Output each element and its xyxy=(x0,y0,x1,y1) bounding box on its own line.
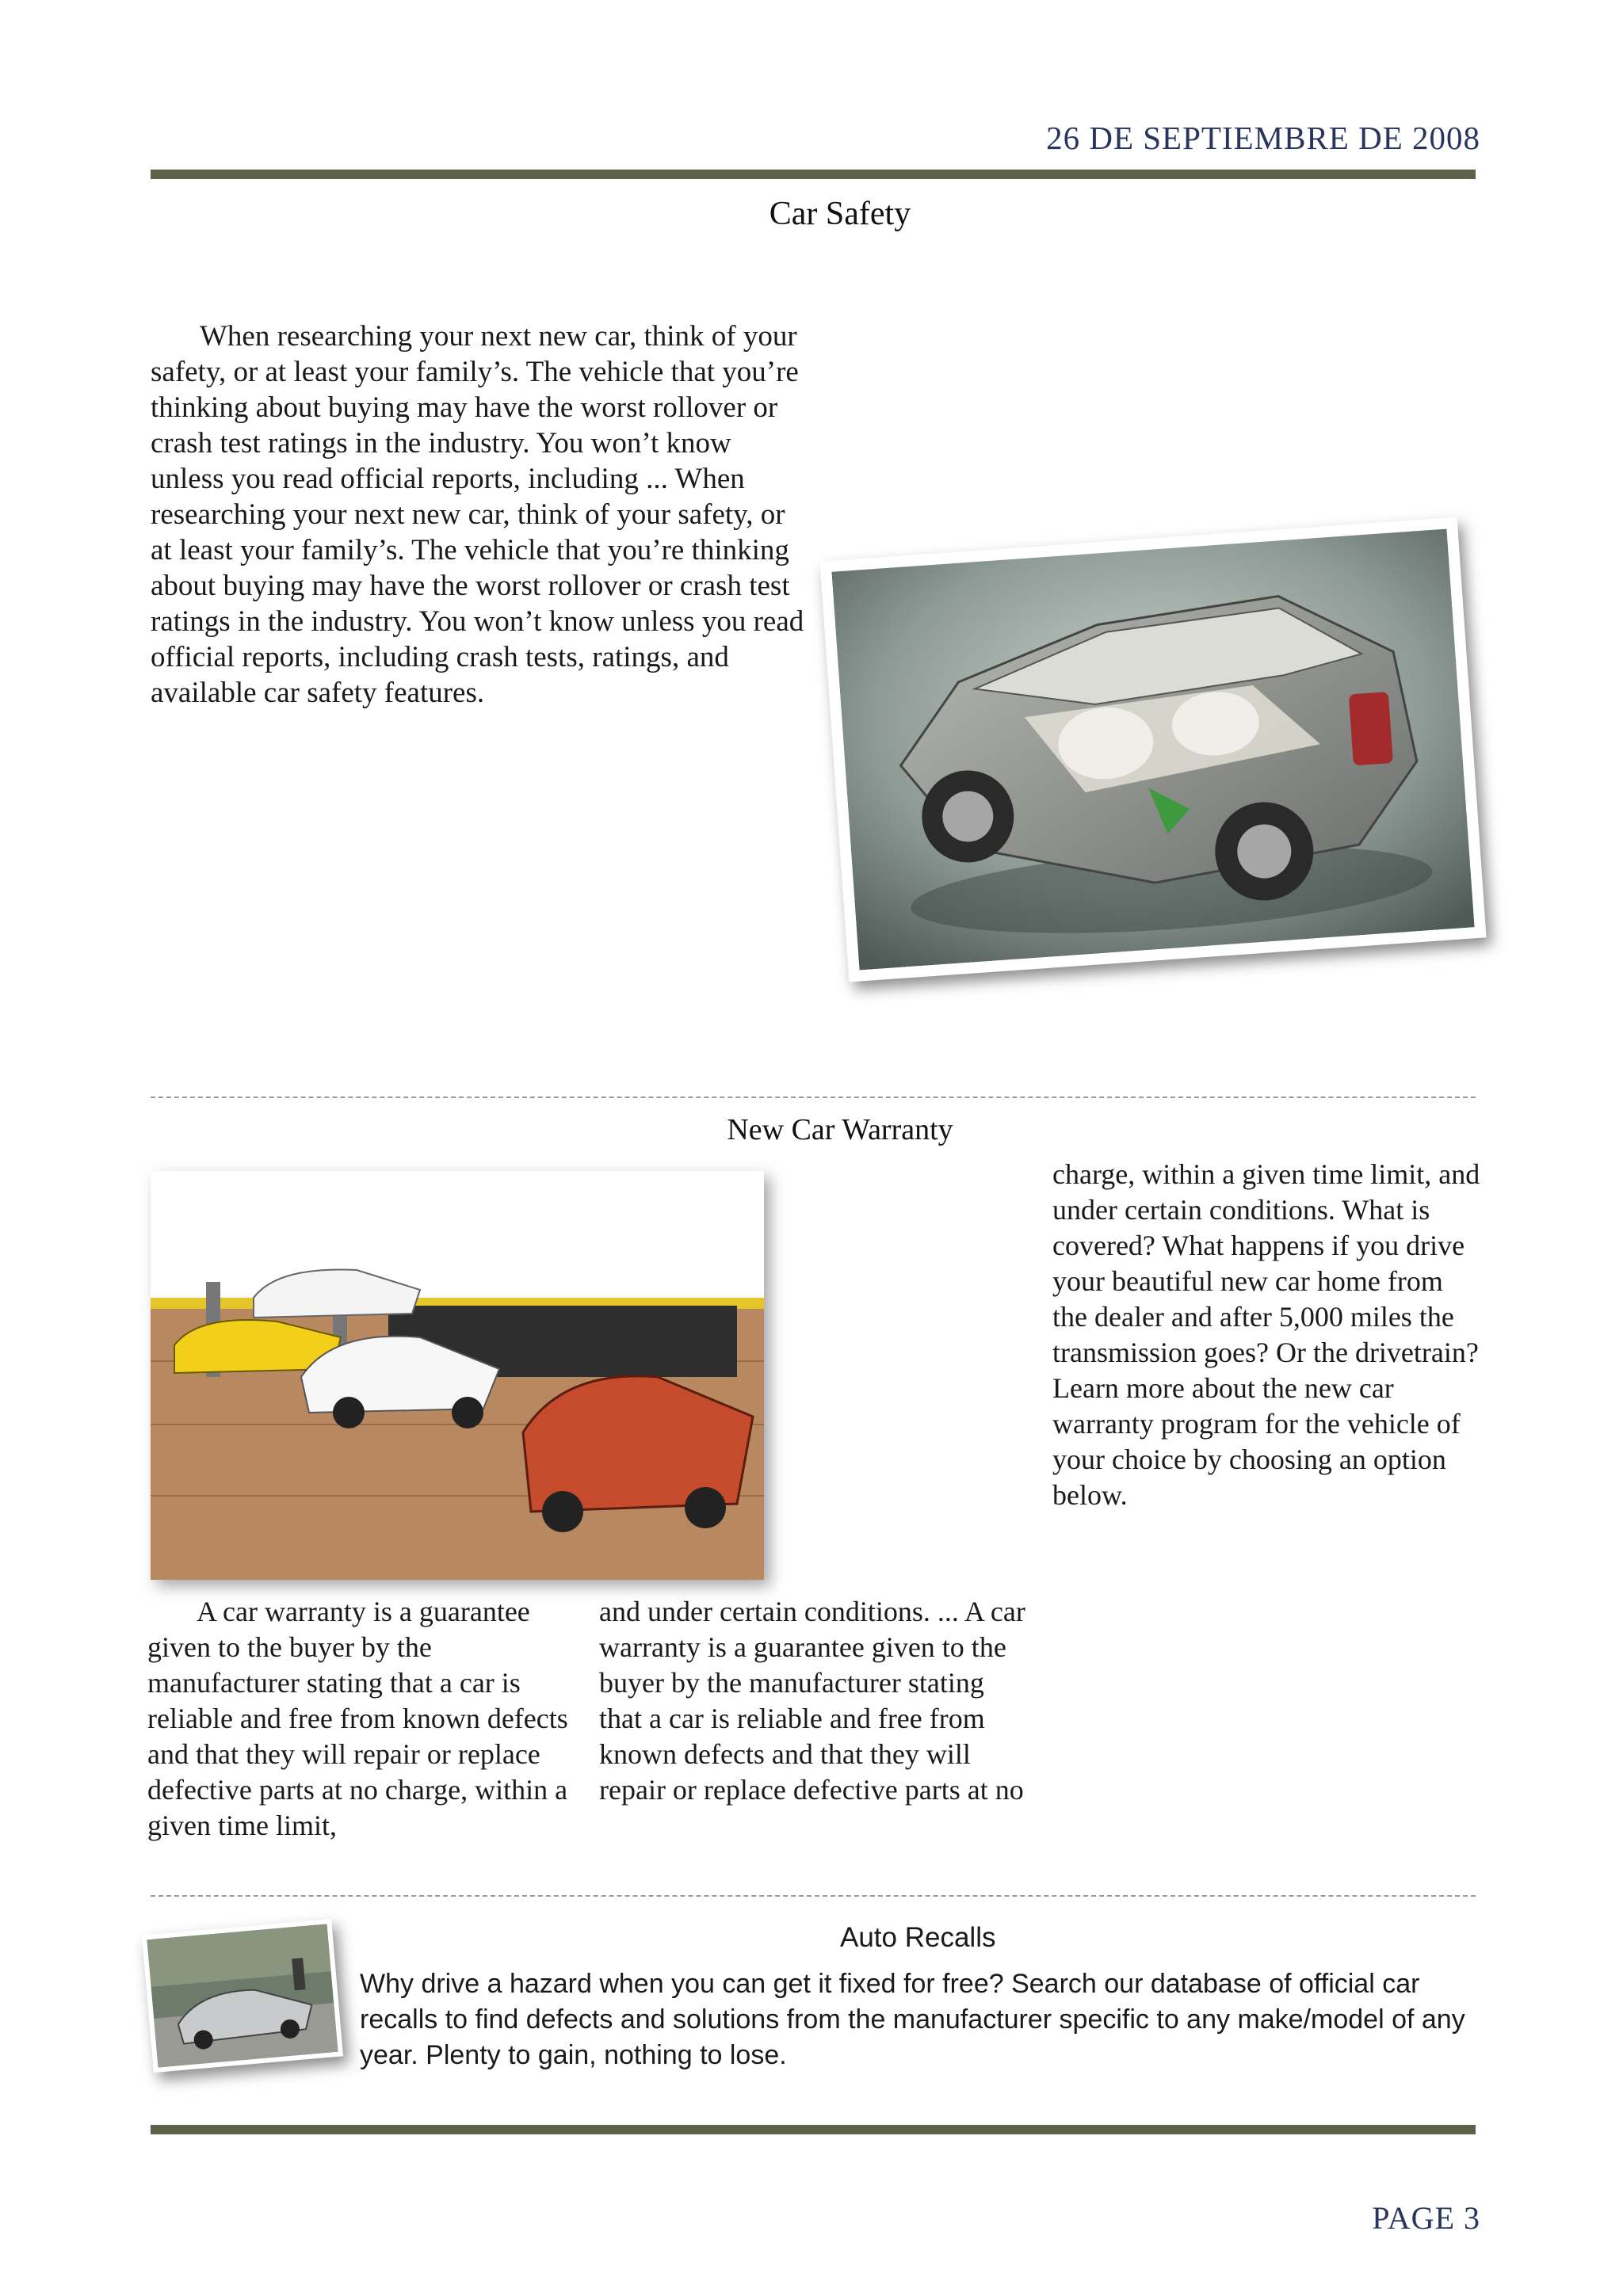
header-rule xyxy=(151,170,1476,179)
section-divider-2 xyxy=(151,1895,1476,1897)
car-safety-title: Car Safety xyxy=(769,196,911,232)
warranty-col1 xyxy=(147,1594,575,1844)
car-safety-text: When researching your next new car, think of your safety, or at least your family’s. The vehicle that you’re thinking about buying may have the worst rollover or crash test ratings in the industry. You won’t know unless you read official reports, including ... When researching your next new car, think of your safety, or at least your family’s. The vehicle that you’re thinking about buying may have the worst rollover or crash test ratings in the industry. You won’t know unless you read official reports, including crash tests, ratings, and available car safety features. xyxy=(151,320,804,709)
section-divider-1 xyxy=(151,1097,1476,1098)
header-date: 26 DE SEPTIEMBRE DE 2008 xyxy=(1046,120,1480,156)
footer-rule xyxy=(151,2125,1476,2134)
suv-cutaway-image xyxy=(831,528,1474,970)
warranty-col2: and under certain conditions. ... A car warranty is a guarantee given to the buyer by the manufacturer stating that a car is reliable and free from known defects and that they will repair or replace defective parts at no xyxy=(599,1596,1025,1806)
warranty-col3: charge, within a given time limit, and under certain conditions. What is covered? What happens if you drive your beautiful new car home from the dealer and after 5,000 miles the transmission goes? Or the drivetrain? Learn more about the new car warranty program for the vehicle of your choice by choosing an option below. xyxy=(1052,1158,1480,1511)
warranty-col1-text: A car warranty is a guarantee given to the buyer by the manufacturer stating that a car is reliable and free from known defects and that they will repair or replace defective parts at no charge, within a given time limit, xyxy=(147,1596,568,1841)
recall-car-image xyxy=(147,1924,338,2067)
warranty-title: New Car Warranty xyxy=(727,1113,953,1146)
warranty-photo xyxy=(151,1171,764,1580)
recalls-body: Why drive a hazard when you can get it fixed for free? Search our database of official car recalls to find defects and solutions from the manufacturer specific to any make/model of any year. Plenty to gain, nothing to lose. xyxy=(360,1969,1465,2070)
recalls-title: Auto Recalls xyxy=(840,1922,996,1953)
car-safety-body xyxy=(151,318,808,711)
car-safety-photo xyxy=(819,517,1486,982)
garage-cars-image xyxy=(151,1171,764,1580)
page-number: PAGE 3 xyxy=(1372,2200,1480,2236)
recalls-photo xyxy=(142,1919,343,2073)
